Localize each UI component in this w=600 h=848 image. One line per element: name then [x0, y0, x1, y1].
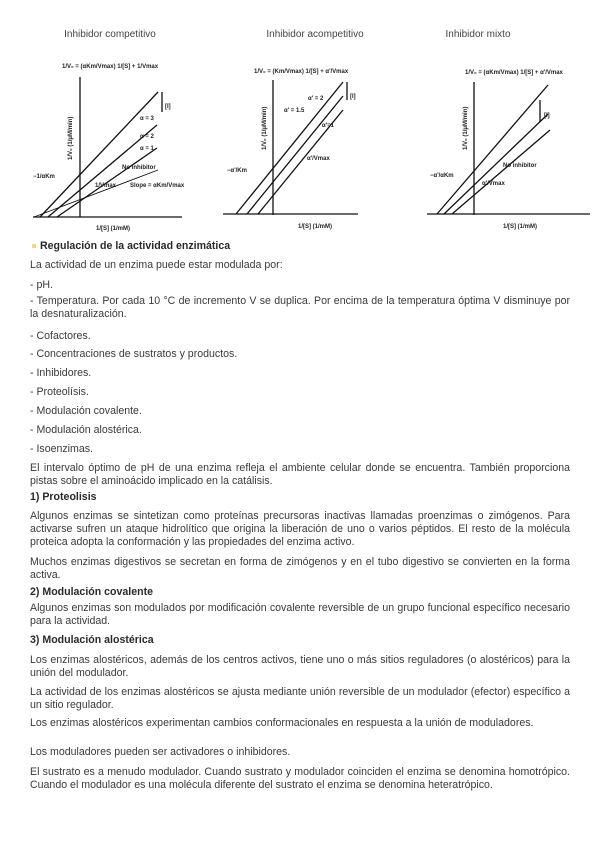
list-item: - Modulación alostérica. [30, 424, 142, 436]
no-inhibitor-label: No inhibitor [503, 163, 537, 169]
line-alpha-2 [236, 82, 343, 214]
intercept-y-label: α'/Vmax [482, 181, 505, 187]
intercept-x-label: −α'/αKm [430, 173, 454, 179]
paragraph: Muchos enzimas digestivos se secretan en forma de zimógenos y en el tubo digestivo se convierten en la forma activa. [30, 556, 570, 581]
list-item: - Modulación covalente. [30, 405, 142, 417]
figure-competitive [33, 29, 185, 232]
list-item: - pH. [30, 279, 53, 291]
list-item: - Concentraciones de sustratos y productos. [30, 348, 238, 360]
y-axis-label: 1/V₀ (1/μM/min) [68, 116, 74, 160]
line-alpha-3 [40, 92, 158, 217]
intercept-x-label: −1/αKm [33, 174, 55, 180]
series-label: α = 1 [140, 146, 154, 152]
list-item: - Isoenzimas. [30, 443, 93, 455]
paragraph: La actividad de un enzima puede estar modulada por: [30, 259, 283, 271]
x-axis-label: 1/[S] (1/mM) [502, 224, 538, 230]
list-item: - Cofactores. [30, 330, 91, 342]
slope-label: Slope = αKm/Vmax [130, 183, 185, 189]
list-item: - Inhibidores. [30, 367, 92, 379]
list-item: - Temperatura. Por cada 10 °C de incremento V se duplica. Por encima de la temperatura óptima V disminuye por la desnaturalización. [30, 295, 570, 320]
paragraph: Algunos enzimas se sintetizan como proteínas precursoras inactivas llamadas proenzimas o zimógenos. Para activarse sufren un ataque hidrolítico que origina la liberación de uno o varios péptidos. El resto de la molécula proteica adopta la conformación y las propiedades del enzima activo. [30, 510, 570, 548]
series-label: α' = 1.5 [284, 108, 305, 114]
paragraph: El sustrato es a menudo modulador. Cuando sustrato y modulador coinciden el enzima se denomina homotrópico. Cuando el modulador es una molécula diferente del sustrato el enzima se denomina heteratrópico. [30, 766, 570, 791]
series-label: α = 3 [140, 116, 154, 122]
y-axis-label: 1/V₀ (1/μM/min) [463, 106, 469, 150]
arrow-label: [I] [165, 104, 171, 110]
subheading: 2) Modulación covalente [30, 586, 154, 598]
figure-uncompetitive [223, 29, 364, 230]
paragraph: El intervalo óptimo de pH de una enzima refleja el ambiente celular donde se encuentra. También proporciona pistas sobre el aminoácido implicado en la catálisis. [30, 462, 570, 487]
inhibition-diagrams [0, 0, 600, 235]
paragraph: Los moduladores pueden ser activadores o inhibidores. [30, 746, 291, 758]
arrow-label: [I] [350, 94, 356, 100]
x-axis-label: 1/[S] (1/mM) [95, 226, 131, 232]
figure-title: Inhibidor competitivo [64, 29, 156, 40]
x-axis-label: 1/[S] (1/mM) [297, 224, 333, 230]
paragraph: Los enzimas alostéricos, además de los centros activos, tiene uno o más sitios reguladores (o alostéricos) para la unión del modulador. [30, 654, 570, 679]
series-label: α' = 2 [308, 96, 324, 102]
arrow-label: [I] [544, 113, 550, 119]
figure-title: Inhibidor mixto [445, 29, 511, 40]
bullet-icon [32, 244, 36, 248]
series-line [437, 85, 548, 214]
equation: 1/V₀ = (αKm/Vmax) 1/[S] + 1/Vmax [62, 64, 159, 70]
equation: 1/V₀ = (Km/Vmax) 1/[S] + α'/Vmax [254, 69, 349, 75]
section-heading-text: Regulación de la actividad enzimática [40, 240, 231, 252]
section-heading [30, 240, 570, 253]
intercept-y-label: α'/Vmax [307, 156, 330, 162]
paragraph: Algunos enzimas son modulados por modificación covalente reversible de un grupo funcional específico necesario para la actividad. [30, 602, 570, 627]
intercept-x-label: −α'/Km [227, 168, 247, 174]
equation: 1/V₀ = (αKm/Vmax) 1/[S] + α'/Vmax [465, 70, 563, 76]
paragraph: Los enzimas alostéricos experimentan cambios conformacionales en respuesta a la unión de moduladores. [30, 717, 534, 729]
intercept-y-label: 1/Vmax [95, 183, 117, 189]
figure-title: Inhibidor acompetitivo [266, 29, 364, 40]
series-label: α'=1 [322, 123, 334, 129]
subheading: 3) Modulación alostérica [30, 634, 154, 646]
no-inhibitor-label: No inhibitor [122, 165, 156, 171]
paragraph: La actividad de los enzimas alostéricos se ajusta mediante unión reversible de un modulador (efector) específico a un sitio regulador. [30, 686, 570, 711]
figure-mixed [427, 29, 590, 230]
subheading: 1) Proteolisis [30, 491, 97, 503]
series-label: α = 2 [140, 134, 154, 140]
y-axis-label: 1/V₀ (1/μM/min) [262, 106, 268, 150]
list-item: - Proteolísis. [30, 386, 89, 398]
